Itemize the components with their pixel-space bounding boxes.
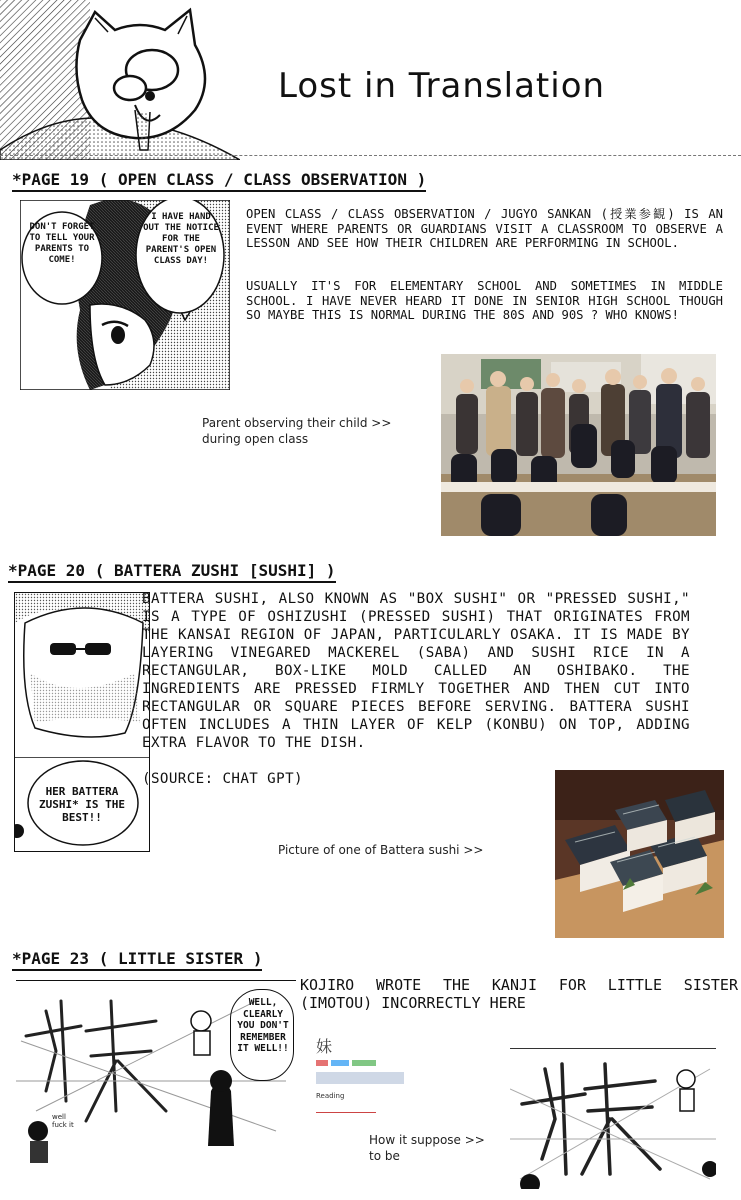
caption-kanji-line1: How it suppose >> (369, 1133, 485, 1147)
dictionary-reading-label: Reading (316, 1092, 345, 1100)
manga-panel-page23 (16, 980, 296, 1173)
caption-open-class-line2: during open class (202, 432, 309, 446)
manga-panel-correct-kanji (510, 1048, 716, 1189)
section-header-page23: *PAGE 23 ( LITTLE SISTER ) (12, 950, 262, 971)
caption-kanji-line2: to be (369, 1149, 400, 1163)
paragraph-open-class-note: USUALLY IT'S FOR ELEMENTARY SCHOOL AND SOMETIMES IN MIDDLE SCHOOL. I HAVE NEVER HEARD IT DONE IN SENIOR HIGH SCHOOL THOUGH SO MAYBE THIS IS NORMAL DURING THE 80S AND 90S ? WHO KNOWS! (246, 279, 723, 322)
bubble-outline (230, 989, 294, 1081)
section-header-page19: *PAGE 19 ( OPEN CLASS / CLASS OBSERVATION ) (12, 171, 426, 192)
caption-battera: Picture of one of Battera sushi >> (278, 843, 484, 857)
title-divider (0, 155, 741, 156)
speech-bubble-remember: WELL, CLEARLY YOU DON'T REMEMBER IT WELL!! (237, 997, 289, 1054)
dictionary-tag-bar (316, 1060, 376, 1066)
dictionary-bar (316, 1072, 404, 1084)
paragraph-battera: BATTERA SUSHI, ALSO KNOWN AS "BOX SUSHI" OR "PRESSED SUSHI," IS A TYPE OF OSHIZUSHI (PRESSED SUSHI) THAT ORIGINATES FROM THE KANSAI REGION OF JAPAN, PARTICULARLY OSAKA. IT IS MADE BY LAYERING VINEGARED MACKEREL (SABA) AND SUSHI RICE IN A RECTANGULAR, BOX-LIKE MOLD CALLED AN OSHIBAKO. THE INGREDIENTS ARE PRESSED FIRMLY TOGETHER AND THEN CUT INTO RECTANGULAR OR SQUARE PIECES BEFORE SERVING. BATTERA SUSHI OFTEN INCLUDES A THIN LAYER OF KELP (KONBU) ON TOP, ADDING EXTRA FLAVOR TO THE DISH. (142, 591, 690, 751)
photo-battera-sushi (555, 770, 724, 938)
paragraph-open-class: OPEN CLASS / CLASS OBSERVATION / JUGYO SANKAN (授業参観) IS AN EVENT WHERE PARENTS OR GUARDIANS VISIT A CLASSROOM TO OBSERVE A LESSON AND SEE HOW THEIR CHILDREN ARE PERFORMING IN SCHOOL. (246, 207, 723, 250)
paragraph-battera-source: (SOURCE: CHAT GPT) (142, 771, 303, 787)
caption-open-class-line1: Parent observing their child >> (202, 416, 392, 430)
page-title: Lost in Translation (278, 66, 606, 106)
dictionary-kanji: 妹 (316, 1037, 333, 1056)
header-character-art (0, 0, 240, 160)
paragraph-little-sister: KOJIRO WROTE THE KANJI FOR LITTLE SISTER (IMOTOU) INCORRECTLY HERE (300, 976, 738, 1012)
speech-bubble-parents: DON'T FORGET TO TELL YOUR PARENTS TO COME! (29, 222, 95, 265)
dictionary-reading-row (316, 1104, 376, 1113)
small-text-panel: well fuck it (52, 1113, 74, 1129)
section-header-page20: *PAGE 20 ( BATTERA ZUSHI [SUSHI] ) (8, 562, 336, 583)
dictionary-snippet (316, 1034, 404, 1118)
manga-panel-page20 (14, 592, 150, 852)
speech-bubble-notice: I HAVE HAND OUT THE NOTICE FOR THE PARENT'S OPEN CLASS DAY! (143, 212, 219, 266)
photo-open-class (441, 354, 716, 536)
manga-panel-page19 (20, 200, 230, 390)
speech-bubble-battera: HER BATTERA ZUSHI* IS THE BEST!! (38, 785, 126, 824)
